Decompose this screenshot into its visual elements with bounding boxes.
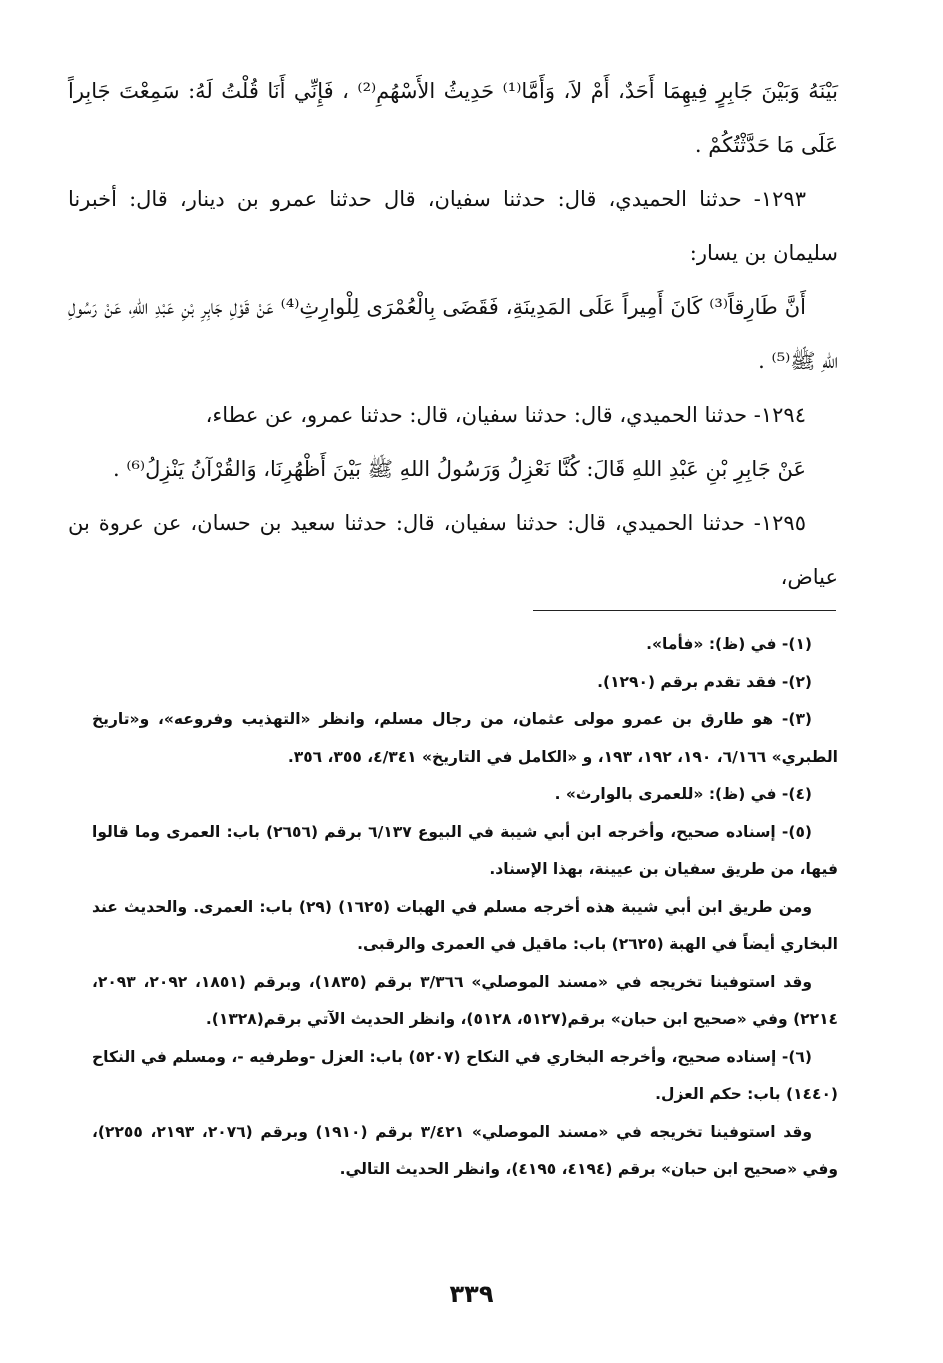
footnote-3: (٣)- هو طارق بن عمرو مولى عثمان، من رجال مسلم، وانظر «التهذيب وفروعه»، و«تاريخ الطبري» ٦/١٦٦، ١٩٠، ١٩٢، ١٩٣، و «الكامل في التاريخ» ٤/٣٤١، ٣٥٥، ٣٥٦.	[92, 710, 838, 766]
page-number: ٣٣٩	[449, 1280, 494, 1308]
hadith-1294-matn: عَنْ جَابِرِ بْنِ عَبْدِ اللهِ قَالَ: كُنَّا نَعْزِلُ وَرَسُولُ اللهِ ﷺ بَيْنَ أَظْهُرِنَا، وَالقُرْآنُ يَنْزِلُ⁽⁶⁾ .	[112, 457, 806, 481]
hadith-text-continuation: بَيْنَهُ وَبَيْنَ جَابِرٍ فِيهِمَا أَحَدٌ، أَمْ لاَ، وَأَمَّا⁽¹⁾ حَدِيثُ الأَسْهُمِ⁽²⁾ ، فَإِنِّي أَنَا قُلْتُ لَهُ: سَمِعْتَ جَابِراً عَلَى مَا حَدَّثْتُكُمْ .	[68, 79, 838, 157]
hadith-1295-isnad: ١٢٩٥- حدثنا الحميدي، قال: حدثنا سفيان، قال: حدثنا سعيد بن حسان، عن عروة بن عياض،	[68, 511, 838, 589]
hadith-1293-matn: أَنَّ طَارِقاً⁽³⁾ كَانَ أَمِيراً عَلَى المَدِينَةِ، فَقَضَى بِالْعُمْرَى لِلْوارِثِ⁽⁴⁾ عَنْ قَوْلِ جَابِرِ بْنِ عَبْدِ اللهِ، عَنْ رَسُولِ اللهِ ﷺ⁽⁵⁾ .	[68, 295, 838, 373]
footnote-6: (٦)- إسناده صحيح، وأخرجه البخاري في النكاح (٥٢٠٧) باب: العزل -وطرفيه -، ومسلم في النكاح (١٤٤٠) باب: حكم العزل.	[92, 1047, 838, 1103]
footnote-5-continued-a: ومن طريق ابن أبي شيبة هذه أخرجه مسلم في الهبات (١٦٢٥) (٢٩) باب: العمرى. والحديث عند البخاري أيضاً في الهبة (٢٦٢٥) باب: ماقيل في العمرى والرقبى.	[92, 897, 838, 953]
hadith-1294-isnad: ١٢٩٤- حدثنا الحميدي، قال: حدثنا سفيان، قال: حدثنا عمرو، عن عطاء،	[205, 403, 806, 427]
footnote-5-continued-b: وقد استوفينا تخريجه في «مسند الموصلي» ٣/٣٦٦ برقم (١٨٣٥)، وبرقم (١٨٥١، ٢٠٩٢، ٢٠٩٣، ٢٢١٤) وفي «صحيح ابن حبان» برقم(٥١٢٧، ٥١٢٨)، وانظر الحديث الآتي برقم(١٣٢٨).	[92, 972, 838, 1028]
footnotes	[92, 626, 838, 1189]
footnote-separator	[533, 610, 836, 611]
hadith-1293-isnad: ١٢٩٣- حدثنا الحميدي، قال: حدثنا سفيان، قال حدثنا عمرو بن دينار، قال: أخبرنا سليمان بن يسار:	[68, 187, 838, 265]
footnote-2: (٢)- فقد تقدم برقم (١٢٩٠).	[597, 672, 812, 691]
footnote-4: (٤)- في (ظ): «للعمرى بالوارث» .	[554, 785, 812, 803]
main-text	[68, 64, 838, 604]
footnote-1: (١)- في (ظ): «فأما».	[646, 635, 812, 653]
footnote-6-continued: وقد استوفينا تخريجه في «مسند الموصلي» ٣/٤٢١ برقم (١٩١٠) وبرقم (٢٠٧٦، ٢١٩٣، ٢٢٥٥)، وفي «صحيح ابن حبان» برقم (٤١٩٤، ٤١٩٥)، وانظر الحديث التالي.	[92, 1122, 838, 1178]
footnote-5: (٥)- إسناده صحيح، وأخرجه ابن أبي شيبة في البيوع ٦/١٣٧ برقم (٢٦٥٦) باب: العمرى وما قالوا فيها، من طريق سفيان بن عيينة، بهذا الإسناد.	[92, 822, 838, 878]
